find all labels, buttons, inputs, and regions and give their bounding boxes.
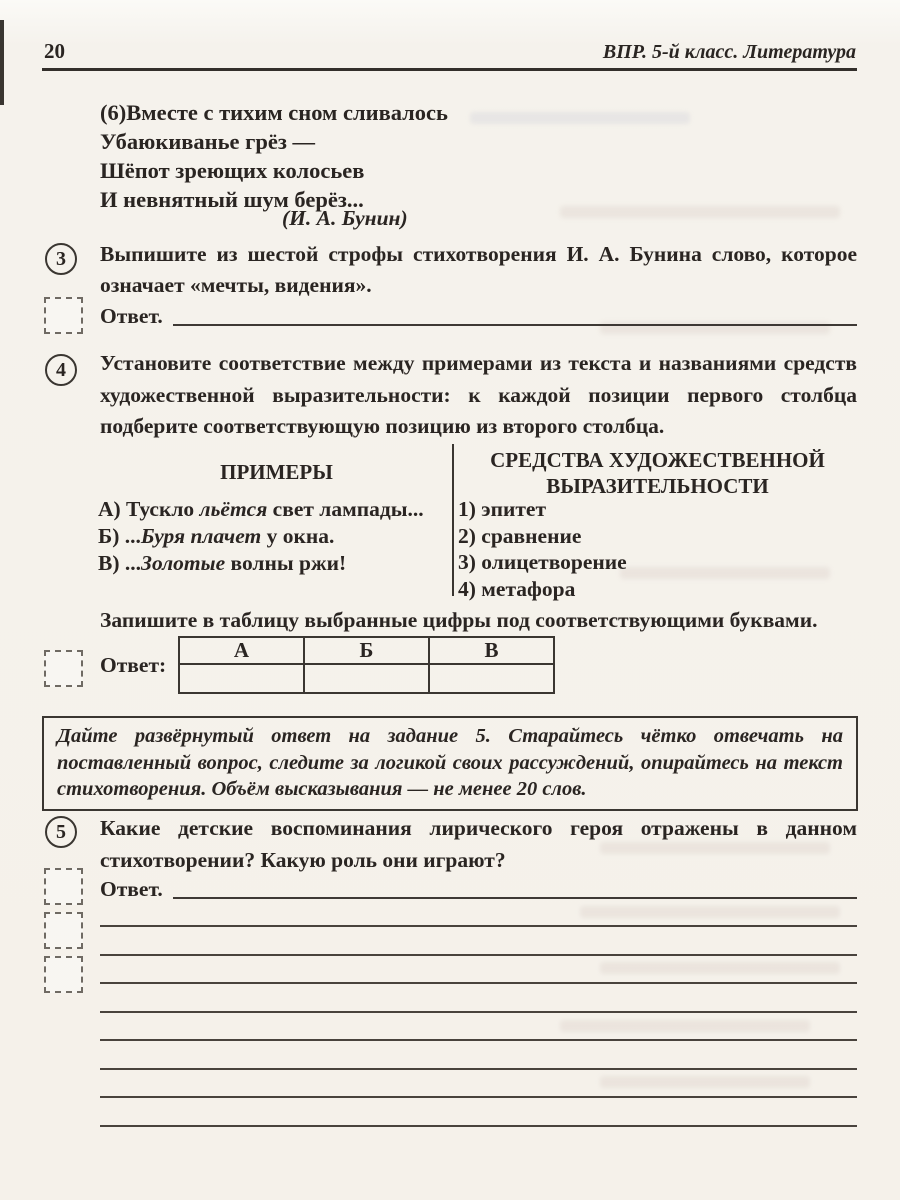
- question-3-answer-row: [100, 304, 857, 329]
- question-5-answer-row: [100, 877, 857, 902]
- answer-blank-line: [173, 324, 857, 326]
- answer-cell-b: [304, 664, 429, 693]
- answer-cell-a: [179, 664, 304, 693]
- example-emphasis: Буря плачет: [140, 524, 262, 548]
- devices-heading-line1: СРЕДСТВА ХУДОЖЕСТВЕННОЙ: [490, 448, 825, 472]
- score-box: [44, 912, 83, 949]
- answer-label: Ответ:: [100, 653, 167, 677]
- answer-writing-line: [100, 1068, 857, 1070]
- example-emphasis: Золотые: [141, 551, 226, 575]
- question-3-number: 3: [56, 247, 66, 270]
- poem-line: Убаюкиванье грёз —: [100, 129, 316, 154]
- score-box: [44, 650, 83, 687]
- answer-table-header-v: В: [429, 637, 554, 664]
- bleedthrough-artifact: [620, 567, 830, 579]
- answer-writing-line: [100, 954, 857, 956]
- poem-excerpt: [100, 98, 740, 214]
- devices-list: [458, 496, 627, 602]
- score-box: [44, 956, 83, 993]
- answer-writing-line: [100, 1039, 857, 1041]
- score-box: [44, 868, 83, 905]
- example-text: А) Тускло: [98, 497, 200, 521]
- question-3-text: Выпишите из шестой строфы стихотворения И. А. Бунина слово, которое означает «мечты, видения».: [100, 242, 857, 297]
- devices-heading-line2: ВЫРАЗИТЕЛЬНОСТИ: [546, 474, 769, 498]
- bleedthrough-artifact: [600, 962, 840, 974]
- question-3-number-circle: [45, 243, 77, 275]
- bleedthrough-artifact: [600, 1076, 810, 1088]
- answer-table-header-row: [179, 637, 554, 664]
- question-4-answer-table: [178, 636, 555, 694]
- example-item-a: [98, 496, 424, 523]
- answer-table-header-b: Б: [304, 637, 429, 664]
- answer-label: Ответ.: [100, 304, 163, 328]
- extended-answer-notice: Дайте развёрнутый ответ на задание 5. Старайтесь чётко отвечать на поставленный вопрос, следите за логикой своих рассуждений, опирайтесь на текст стихотворения. Объём высказывания — не менее 20 слов.: [42, 716, 858, 811]
- question-5-number-circle: [45, 816, 77, 848]
- question-4-number-circle: [45, 354, 77, 386]
- device-option-2: 2) сравнение: [458, 523, 582, 548]
- examples-column-heading: ПРИМЕРЫ: [220, 460, 333, 484]
- scan-edge-artifact: [0, 20, 4, 105]
- page-number: 20: [44, 39, 65, 63]
- question-5-number: 5: [56, 820, 66, 843]
- poem-line: И невнятный шум берёз...: [100, 187, 364, 212]
- question-4-text: Установите соответствие между примерами из текста и названиями средств художественной выразительности: к каждой позиции первого столбца подберите соответствующую позицию из второго столбца.: [100, 351, 857, 438]
- header-rule: [42, 68, 857, 71]
- bleedthrough-artifact: [560, 1020, 810, 1032]
- answer-writing-line: [100, 1125, 857, 1127]
- poem-author-attribution: (И. А. Бунин): [282, 206, 408, 230]
- answer-writing-line: [100, 925, 857, 927]
- table-fill-instruction: Запишите в таблицу выбранные цифры под соответствующими буквами.: [100, 608, 818, 632]
- example-text: В) ...: [98, 551, 141, 575]
- running-header-title: ВПР. 5-й класс. Литература: [602, 41, 856, 63]
- question-5-text: Какие детские воспоминания лирического героя отражены в данном стихотворении? Какую роль они играют?: [100, 816, 857, 872]
- devices-column-heading: [458, 447, 857, 499]
- example-item-v: [98, 550, 424, 577]
- answer-writing-line: [100, 1096, 857, 1098]
- example-item-b: [98, 523, 424, 550]
- example-emphasis: льётся: [199, 497, 268, 521]
- device-option-4: 4) метафора: [458, 576, 576, 601]
- bleedthrough-artifact: [580, 906, 840, 918]
- answer-blank-line: [173, 897, 857, 899]
- answer-table-input-row: [179, 664, 554, 693]
- example-text: волны ржи!: [225, 551, 347, 575]
- device-option-3: 3) олицетворение: [458, 550, 627, 574]
- column-divider: [452, 444, 454, 596]
- example-text: свет лампады...: [267, 497, 424, 521]
- examples-list: [98, 496, 424, 577]
- example-text: у окна.: [261, 524, 335, 548]
- poem-line: Шёпот зреющих колосьев: [100, 158, 365, 183]
- answer-writing-line: [100, 982, 857, 984]
- example-text: Б) ...: [98, 524, 141, 548]
- score-box: [44, 297, 83, 334]
- poem-line: (6)Вместе с тихим сном сливалось: [100, 100, 448, 125]
- answer-cell-v: [429, 664, 554, 693]
- question-4-number: 4: [56, 358, 66, 381]
- answer-table-header-a: А: [179, 637, 304, 664]
- answer-writing-line: [100, 1011, 857, 1013]
- device-option-1: 1) эпитет: [458, 497, 547, 521]
- answer-label: Ответ.: [100, 877, 163, 901]
